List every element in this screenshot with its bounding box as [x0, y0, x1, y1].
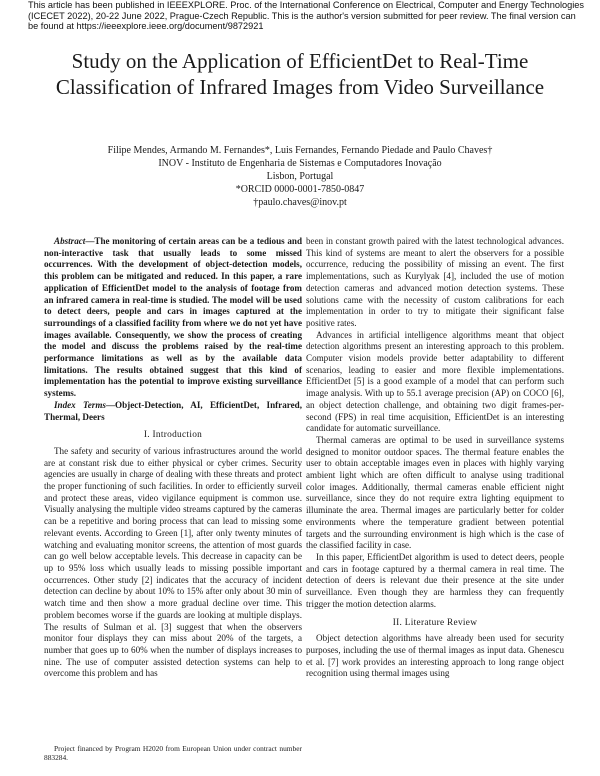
- author-names: Filipe Mendes, Armando M. Fernandes*, Luis Fernandes, Fernando Piedade and Paulo Chaves†: [107, 145, 493, 156]
- section-heading-literature-review: II. Literature Review: [392, 617, 478, 628]
- abstract-text: —The monitoring of certain areas can be a tedious and non-interactive task that usually leads to some missed occurrences. With the development of object-detection models, this problem can be mitigated and reduced. In this paper, a rare application of EfficientDet model to the analysis of footage from an infrared camera in real-time is studied. The model will be used to detect deers, people and cars in images captured at the surroundings of a classified facility from where we do not yet have images available. Consequently, we show the process of creating the model and discuss the problems raised by the real-time performance limitations as well as by the available data limitations. The results obtained suggest that this kind of implementation has the potential to improve existing surveillance systems.: [44, 236, 302, 399]
- author-affiliation: INOV - Instituto de Engenharia de Sistemas e Computadores Inovação: [158, 158, 442, 169]
- body-paragraph: Advances in artificial intelligence algorithms meant that object detection algorithms present an interesting approach to this problem. Computer vision models provide better adaptability to different scenarios, leading to easier and more flexible implementations. EfficientDet [5] is a good example of a model that can perform such image analysis. With up to 55.1 average precision (AP) on COCO [6], an object detection challenge, and obtaining two digit frames-per-second (FPS) in real time acquisition, EfficientDet is an interesting candidate for automatic surveillance.: [306, 329, 564, 434]
- abstract-label: Abstract: [54, 236, 86, 246]
- index-terms-text: —Object-Detection, AI, EfficientDet, Infrared, Thermal, Deers: [44, 399, 302, 422]
- paper-title: Study on the Application of EfficientDet to Real-Time Classification of Infrared Images from Video Surveillance: [55, 49, 545, 99]
- right-column: [306, 236, 564, 680]
- abstract: [44, 236, 302, 400]
- body-paragraph: been in constant growth paired with the latest technological advances. This kind of systems are meant to alert the observers for a possible occurrence, reducing the possibility of missing an event. The first implementations, such as Kurylyak [4], included the use of motion detection cameras and advanced motion detection systems. These solutions came with the necessity of custom calibrations for each implementation in order to try to mitigate their significant false positive rates.: [306, 236, 564, 328]
- author-email: †paulo.chaves@inov.pt: [253, 197, 347, 208]
- author-block: [40, 144, 560, 209]
- body-paragraph: Object detection algorithms have already been used for security purposes, including the use of thermal images as input data. Ghenescu et al. [7] work provides an interesting approach to long range object recognition using thermal images using: [306, 633, 564, 679]
- body-paragraph: Thermal cameras are optimal to be used in surveillance systems designed to monitor outdoor spaces. The thermal feature enables the user to obtain acceptable images even in places with highly varying ambient light which are often difficult to analyse using traditional color images. Additionally, thermal cameras enable efficient night surveillance, since they do not require extra lighting equipment to illuminate the area. Thermal images are particularly better for colder environments where the temperature gradient between potential targets and the surrounding environment is high which is the case of the classified facility in case.: [306, 434, 564, 551]
- index-terms: [44, 400, 302, 423]
- body-paragraph: In this paper, EfficientDet algorithm is used to detect deers, people and cars in footage captured by a thermal camera in real time. The detection of deers is relevant due their presence at the site under surveillance. Even though they are harmless they can frequently trigger the motion detection alarms.: [306, 551, 564, 609]
- intro-paragraph: The safety and security of various infrastructures around the world are at constant risk due to either physical or cyber crimes. Security agencies are usually in charge of dealing with these threats and protect the proper functioning of such facilities. In order to efficiently surveil and protect these areas, video vigilance equipment is common use. Visually analysing the multiple video streams captured by the cameras can be a repetitive and boring process that can lead to missing some relevant events. According to Green [1], after only twenty minutes of watching and evaluating monitor screens, the attention of most guards can go well below acceptable levels. This decrease in capacity can be up to 95% loss which usually leads to missing possible important occurrences. Other study [2] indicates that the accuracy of incident detection can decline by about 10% to 15% after only about 30 min of watch time and then show a more gradual decline over time. This problem becomes worse if the guards are looking at multiple displays. The results of Sulman et al. [3] suggest that when the observers monitor four displays they can miss about 20% of the targets, a number that goes up to 60% when the number of displays increases to nine. The use of computer assisted detection systems can help to overcome this problem and has: [44, 445, 302, 679]
- publication-notice: This article has been published in IEEEXPLORE. Proc. of the International Conference on Electrical, Computer and Energy Technologies (ICECET 2022), 20-22 June 2022, Prague-Czech Republic. This is the author's version submitted for peer review. The final version can be found at https://ieeexplore.ieee.org/document/9872921: [28, 0, 584, 31]
- author-location: Lisbon, Portugal: [266, 171, 334, 182]
- index-terms-label: Index Terms: [54, 399, 106, 410]
- left-column: [44, 236, 302, 680]
- funding-footnote: Project financed by Program H2020 from European Union under contract number 883284.: [44, 744, 302, 762]
- author-orcid: *ORCID 0000-0001-7850-0847: [235, 184, 365, 195]
- section-heading-introduction: I. Introduction: [143, 430, 203, 441]
